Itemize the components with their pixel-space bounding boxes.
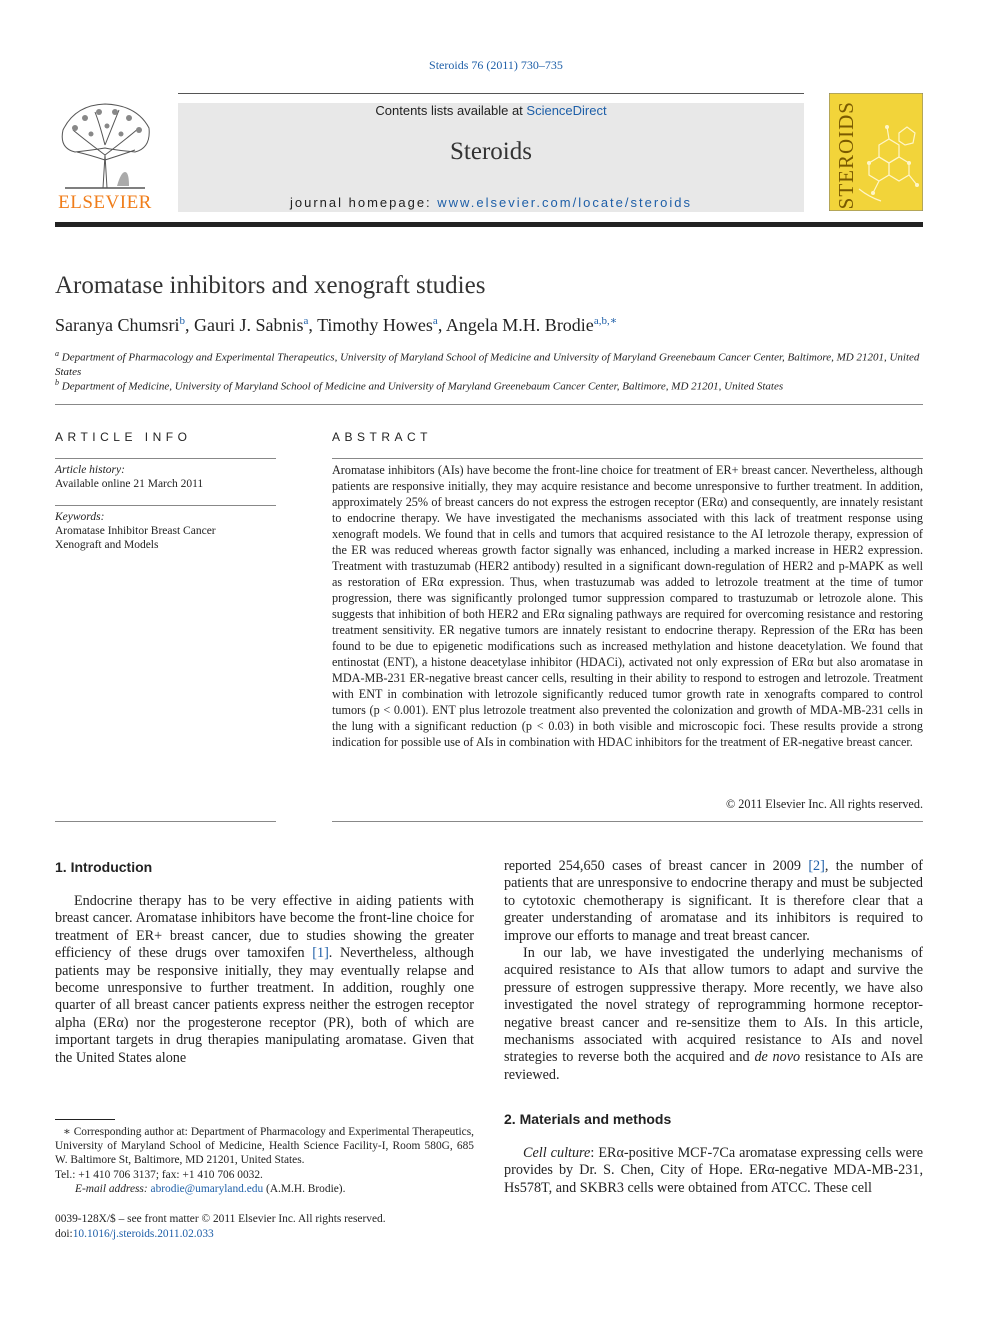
abstract-bottom-rule — [332, 821, 923, 822]
corresponding-author-note: ∗ Corresponding author at: Department of Pharmacology and Experimental Therapeutics, University of Maryland School of Medicine, Health Science Facility-I, Room 580G, 685 W. Baltimore St, Baltimore, MD 21201, United States. — [55, 1126, 474, 1167]
intro-paragraph-2: In our lab, we have investigated the underlying mechanisms of acquired resistance to AIs that allow tumors to adapt and survive the pressure of estrogen suppressive therapy. More recently, we have also investigated the novel strategy of reprogramming hormone receptor-negative breast cancer and re-sensitize them to AIs. In this article, mechanisms associated with acquired resistance to AIs and novel strategies to reverse both the acquired and de novo resistance to AIs are reviewed. — [504, 945, 923, 1083]
homepage-link[interactable]: www.elsevier.com/locate/steroids — [437, 195, 693, 210]
article-info-bottom-rule — [55, 821, 276, 822]
article-info-rule — [55, 458, 276, 459]
journal-homepage — [178, 195, 804, 210]
author-4-affil-mark[interactable]: a,b,∗ — [593, 315, 618, 327]
methods-paragraph-1: Cell culture: ERα-positive MCF-7Ca aromatase expressing cells were provides by Dr. S. Chen, City of Hope. ERα-negative MDA-MB-231, Hs578T, and SKBR3 cells were obtained from ATCC. These cell — [504, 1145, 923, 1196]
keyword-item: Aromatase Inhibitor Breast Cancer — [55, 525, 216, 537]
author-2-affil-mark[interactable]: a — [303, 315, 309, 327]
header-bottom-bar — [55, 222, 923, 227]
article-history — [55, 463, 276, 491]
elsevier-wordmark: ELSEVIER — [58, 192, 152, 213]
citation-link[interactable]: Steroids 76 (2011) 730–735 — [429, 58, 563, 72]
author-3: Timothy Howes$^a$, — [317, 315, 446, 335]
keyword-item: Xenograft and Models — [55, 539, 159, 551]
header-top-rule — [178, 93, 804, 94]
cover-title: STEROIDS — [834, 101, 858, 210]
journal-citation[interactable] — [0, 58, 992, 73]
history-label: Article history: — [55, 464, 125, 476]
abstract-rule — [332, 458, 923, 459]
homepage-prefix: journal homepage: — [289, 195, 438, 210]
intro-column-right — [504, 858, 923, 1084]
copyright-notice: © 2011 Elsevier Inc. All rights reserved. — [726, 797, 923, 811]
doi-line: doi:10.1016/j.steroids.2011.02.033 — [55, 1228, 214, 1240]
contents-line — [178, 103, 804, 118]
author-4: Angela M.H. Brodie$^{a,b,∗}$ — [445, 315, 618, 335]
keywords-block — [55, 510, 276, 552]
sciencedirect-link[interactable]: ScienceDirect — [526, 103, 607, 118]
reference-link-2[interactable]: [2] — [808, 858, 825, 874]
intro-paragraph-1-cont: reported 254,650 cases of breast cancer in 2009 [2], the number of patients that are unresponsive to endocrine therapy and must be subjected to cytotoxic chemotherapy is significant. It is therefore clear that a greater understanding of aromatase and its inhibitors is required to improve our efforts to manage and treat breast cancer. — [504, 858, 923, 944]
contact-phone: Tel.: +1 410 706 3137; fax: +1 410 706 0032. — [55, 1168, 263, 1181]
section-heading-introduction: 1. Introduction — [55, 859, 153, 875]
doi-link[interactable]: 10.1016/j.steroids.2011.02.033 — [72, 1228, 214, 1240]
contents-prefix: Contents lists available at — [375, 103, 527, 118]
author-2: Gauri J. Sabnis$^a$, — [193, 315, 318, 335]
issn-doi-block — [55, 1212, 386, 1242]
footnote-rule — [55, 1119, 115, 1120]
abstract-heading: ABSTRACT — [332, 430, 433, 444]
methods-column — [504, 1145, 923, 1197]
author-1: Saranya Chumsri$^b$, — [55, 315, 194, 335]
abstract-text: Aromatase inhibitors (AIs) have become the front-line choice for treatment of ER+ breast cancer. Nevertheless, although patients are responsive initially, they may acquire resistance and become unresponsive to further treatment. In addition, approximately 25% of breast cancers do not express the estrogen receptor (ERα) and consequently, are innately resistant to endocrine therapy. We have investigated the mechanisms associated with this lack of treatment response using xenograft models. We found that in cells and tumors that acquired resistance to the AI letrozole therapy, expression of the ER was reduced whereas growth factor signally was enhanced, including a marked increase in HER2 expression. Treatment with trastuzumab (HER2 antibody) resulted in a significant down-regulation of HER2 and p-MAPK as well as restoration of ERα expression. Thus, when trastuzumab was added to letrozole treatment at the time of tumor progression, there was significantly prolonged tumor suppression compared to trastuzumab or letrozole alone. This suggests that inhibition of both HER2 and ERα signaling pathways are required for overcoming resistance and restoring treatment sensitivity. ER negative tumors are innately resistant to endocrine therapy. Repression of the ERα has been found to be due to epigenetic modifications such as increased methylation and histone deacetylation. We found that entinostat (ENT), a histone deacetylase inhibitor (HDACi), activated not only expression of ERα but also aromatase in MDA-MB-231 ER-negative breast cancer cells, resulting in their ability to respond to estrogen and letrozole. Treatment with ENT in combination with letrozole significantly reduced tumor growth rate in xenografts compared to control tumors (p < 0.001). ENT plus letrozole treatment also prevented the colonization and growth of MDA-MB-231 cells in the lung with a significant reduction (p < 0.03) in both visible and microscopic foci. These results provide a strong indication for possible use of AIs in combination with HDAC inhibitors for the treatment of ER-negative breast cancer. — [332, 463, 923, 749]
intro-paragraph-1: Endocrine therapy has to be very effective in aiding patients with breast cancer. Aromatase inhibitors have become the front-line choice for treatment of ER+ breast cancer, due to studies showing the greater efficiency of these drugs over tamoxifen [1]. Nevertheless, although patients may be responsive initially, they may eventually relapse and become unresponsive to further treatment. In addition, roughly one quarter of all breast cancer patients express neither the estrogen receptor alpha (ERα) nor the progesterone receptor (PR), both of which are important targets in drug therapies manipulating aromatase. Given that the United States alone — [55, 893, 474, 1066]
issn-line: 0039-128X/$ – see front matter © 2011 Elsevier Inc. All rights reserved. — [55, 1213, 386, 1225]
author-3-affil-mark[interactable]: a — [432, 315, 438, 327]
reference-link-1[interactable]: [1] — [312, 945, 329, 962]
elsevier-logo — [55, 100, 155, 214]
article-info-heading: ARTICLE INFO — [55, 430, 192, 444]
affiliation-rule — [55, 404, 923, 405]
affiliation-a: $^a$ Department of Pharmacology and Experimental Therapeutics, University of Maryland School of Medicine and University of Maryland Greenebaum Cancer Center, Baltimore, MD 21201, United States — [55, 349, 920, 378]
affiliation-b: $^b$ Department of Medicine, University of Maryland School of Medicine and University of Maryland Greenebaum Cancer Center, Baltimore, MD 21201, United States — [55, 378, 784, 393]
article-title: Aromatase inhibitors and xenograft studies — [55, 272, 486, 299]
contact-email: E-mail address: abrodie@umaryland.edu (A.M.H. Brodie). — [75, 1182, 346, 1195]
journal-cover — [829, 93, 923, 211]
email-link[interactable]: abrodie@umaryland.edu — [150, 1182, 264, 1195]
journal-name: Steroids — [450, 138, 532, 165]
footnote — [55, 1125, 474, 1196]
history-value: Available online 21 March 2011 — [55, 478, 204, 490]
author-1-affil-mark[interactable]: b — [179, 315, 185, 327]
intro-column-left — [55, 893, 474, 1067]
author-list — [55, 314, 617, 336]
section-heading-methods: 2. Materials and methods — [504, 1111, 672, 1127]
keywords-label: Keywords: — [55, 511, 105, 523]
keywords-rule — [55, 505, 276, 506]
